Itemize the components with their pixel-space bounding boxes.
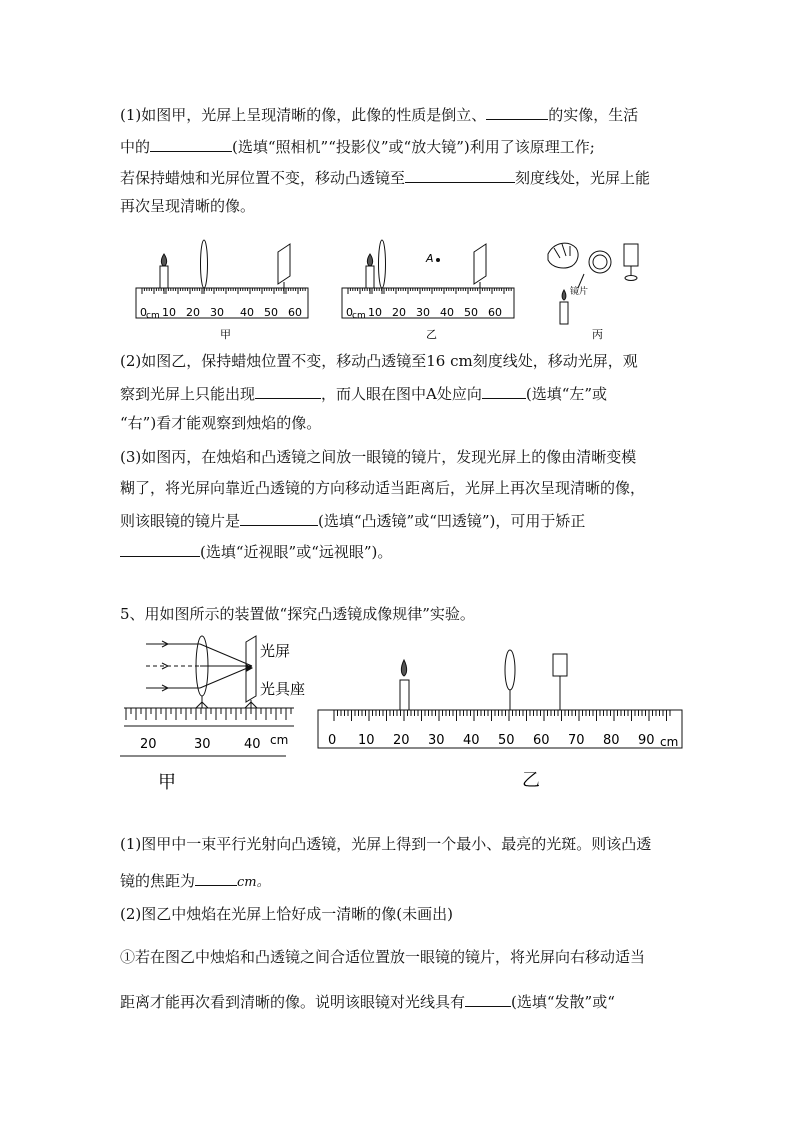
tick-label: 20 bbox=[392, 306, 406, 319]
tick-label: 60 bbox=[288, 306, 302, 319]
point-a-dot bbox=[436, 258, 440, 262]
light-screen bbox=[474, 244, 486, 284]
flame bbox=[562, 290, 566, 300]
tick-label: 10 bbox=[358, 733, 375, 748]
q5-s1-line-2 bbox=[120, 869, 270, 893]
figure-yi-bottom bbox=[316, 640, 686, 796]
text: 中的 bbox=[120, 138, 151, 156]
caption: 丙 bbox=[592, 328, 603, 341]
tick-label: 30 bbox=[428, 733, 445, 748]
text: (选填“发散”或“ bbox=[511, 993, 615, 1011]
q4-line-3 bbox=[120, 166, 650, 188]
tick-label: 0 bbox=[346, 306, 353, 319]
tick-label: 30 bbox=[194, 737, 211, 752]
tick-label: 80 bbox=[603, 733, 620, 748]
tick-label: 10 bbox=[368, 306, 382, 319]
q5-s3-line-2 bbox=[120, 990, 615, 1012]
tick-label: 20 bbox=[140, 737, 157, 752]
tick-label: 50 bbox=[464, 306, 478, 319]
text: (选填“近视眼”或“远视眼”)。 bbox=[200, 543, 393, 561]
q4-p3-line-4 bbox=[120, 540, 392, 562]
tick-label: 60 bbox=[533, 733, 550, 748]
tick-label: 30 bbox=[416, 306, 430, 319]
q5-s3-line-1: ①若在图乙中烛焰和凸透镜之间合适位置放一眼镜的镜片，将光屏向右移动适当 bbox=[120, 948, 646, 966]
unit-label: cm bbox=[146, 311, 160, 321]
flame bbox=[367, 254, 372, 266]
blank-image-type[interactable] bbox=[255, 382, 321, 399]
tick-label: 20 bbox=[186, 306, 200, 319]
tick-label: 0 bbox=[328, 733, 337, 748]
unit-label: cm bbox=[352, 311, 366, 321]
candle bbox=[366, 266, 374, 288]
candle bbox=[560, 302, 568, 324]
text: (选填“照相机”“投影仪”或“放大镜”)利用了该原理工作; bbox=[232, 138, 595, 156]
figure-jia-top bbox=[128, 232, 328, 344]
caption: 乙 bbox=[522, 770, 540, 791]
figure-bing-top bbox=[540, 232, 650, 344]
tick-label: 50 bbox=[264, 306, 278, 319]
blank-image-property[interactable] bbox=[486, 103, 548, 120]
lens-label: 镜片 bbox=[570, 287, 589, 297]
blank-lens-type[interactable] bbox=[240, 509, 318, 526]
text: (选填“左”或 bbox=[525, 385, 608, 403]
blank-direction[interactable] bbox=[482, 382, 526, 399]
point-a-label: A bbox=[426, 252, 434, 265]
tick-label: 60 bbox=[488, 306, 502, 319]
blank-eye-defect[interactable] bbox=[120, 540, 200, 557]
text: 察到光屏上只能出现 bbox=[120, 385, 256, 403]
tick-label: 50 bbox=[498, 733, 515, 748]
light-screen bbox=[624, 244, 638, 266]
text: 距离才能再次看到清晰的像。说明该眼镜对光线具有 bbox=[120, 993, 466, 1011]
candle bbox=[400, 680, 409, 710]
q4-line-4: 再次呈现清晰的像。 bbox=[120, 197, 256, 215]
q4-line-1 bbox=[120, 103, 638, 125]
convex-lens bbox=[505, 650, 515, 690]
q5-title: 5、用如图所示的装置做“探究凸透镜成像规律”实验。 bbox=[120, 605, 475, 623]
figure-jia-bottom bbox=[118, 628, 306, 796]
q5-s2: (2)图乙中烛焰在光屏上恰好成一清晰的像(未画出) bbox=[120, 905, 453, 923]
unit-label: cm bbox=[270, 733, 289, 747]
tick-label: 90 bbox=[638, 733, 655, 748]
figure-yi-top bbox=[334, 232, 534, 344]
candle bbox=[160, 266, 168, 288]
q4-line-2 bbox=[120, 135, 595, 157]
convex-lens bbox=[201, 240, 208, 288]
flame bbox=[401, 660, 406, 676]
text: 的实像，生活 bbox=[548, 106, 639, 124]
text: 镜的焦距为 bbox=[120, 872, 196, 890]
tick-label: 40 bbox=[244, 737, 261, 752]
tick-label: 40 bbox=[240, 306, 254, 319]
text: ，而人眼在图中A处应向 bbox=[321, 385, 482, 403]
blank-device[interactable] bbox=[150, 135, 232, 152]
text: (选填“凸透镜”或“凹透镜”)，可用于矫正 bbox=[318, 512, 586, 530]
text: 则该眼镜的镜片是 bbox=[120, 512, 241, 530]
tick-label: 70 bbox=[568, 733, 585, 748]
screen-label: 光屏 bbox=[260, 642, 291, 660]
text: 若保持蜡烛和光屏位置不变，移动凸透镜至 bbox=[120, 169, 406, 187]
q4-p3-line-2: 糊了，将光屏向靠近凸透镜的方向移动适当距离后，光屏上再次呈现清晰的像， bbox=[120, 479, 646, 497]
tick-label: 10 bbox=[162, 306, 176, 319]
tick-label: 40 bbox=[440, 306, 454, 319]
unit-label: cm bbox=[660, 735, 679, 749]
text: 刻度线处，光屏上能 bbox=[515, 169, 651, 187]
text: cm。 bbox=[237, 875, 270, 890]
tick-label: 30 bbox=[210, 306, 224, 319]
q5-s1-line-1: (1)图甲中一束平行光射向凸透镜，光屏上得到一个最小、最亮的光斑。则该凸透 bbox=[120, 835, 652, 853]
light-screen bbox=[278, 244, 290, 284]
tick-label: 40 bbox=[463, 733, 480, 748]
tick-label: 0 bbox=[140, 306, 147, 319]
blank-lens-position[interactable] bbox=[405, 166, 515, 183]
q4-p2-line-2 bbox=[120, 382, 607, 404]
q4-p2-line-1: (2)如图乙，保持蜡烛位置不变，移动凸透镜至16 cm刻度线处，移动光屏，观 bbox=[120, 352, 638, 370]
caption: 乙 bbox=[426, 328, 437, 341]
light-screen bbox=[553, 654, 567, 676]
tick-label: 20 bbox=[393, 733, 410, 748]
caption: 甲 bbox=[158, 772, 176, 793]
blank-focal-length[interactable] bbox=[195, 869, 237, 886]
caption: 甲 bbox=[220, 328, 231, 341]
glasses-lens bbox=[589, 251, 611, 273]
q4-p3-line-3 bbox=[120, 509, 585, 531]
q4-p3-line-1: (3)如图丙，在烛焰和凸透镜之间放一眼镜的镜片，发现光屏上的像由清晰变模 bbox=[120, 448, 637, 466]
flame bbox=[161, 254, 166, 266]
text: (1)如图甲，光屏上呈现清晰的像，此像的性质是倒立、 bbox=[120, 106, 487, 124]
convex-lens bbox=[379, 240, 386, 288]
q4-p2-line-3: “右”)看才能观察到烛焰的像。 bbox=[120, 414, 322, 432]
blank-lens-effect[interactable] bbox=[465, 990, 511, 1007]
bench-label: 光具座 bbox=[260, 680, 306, 698]
